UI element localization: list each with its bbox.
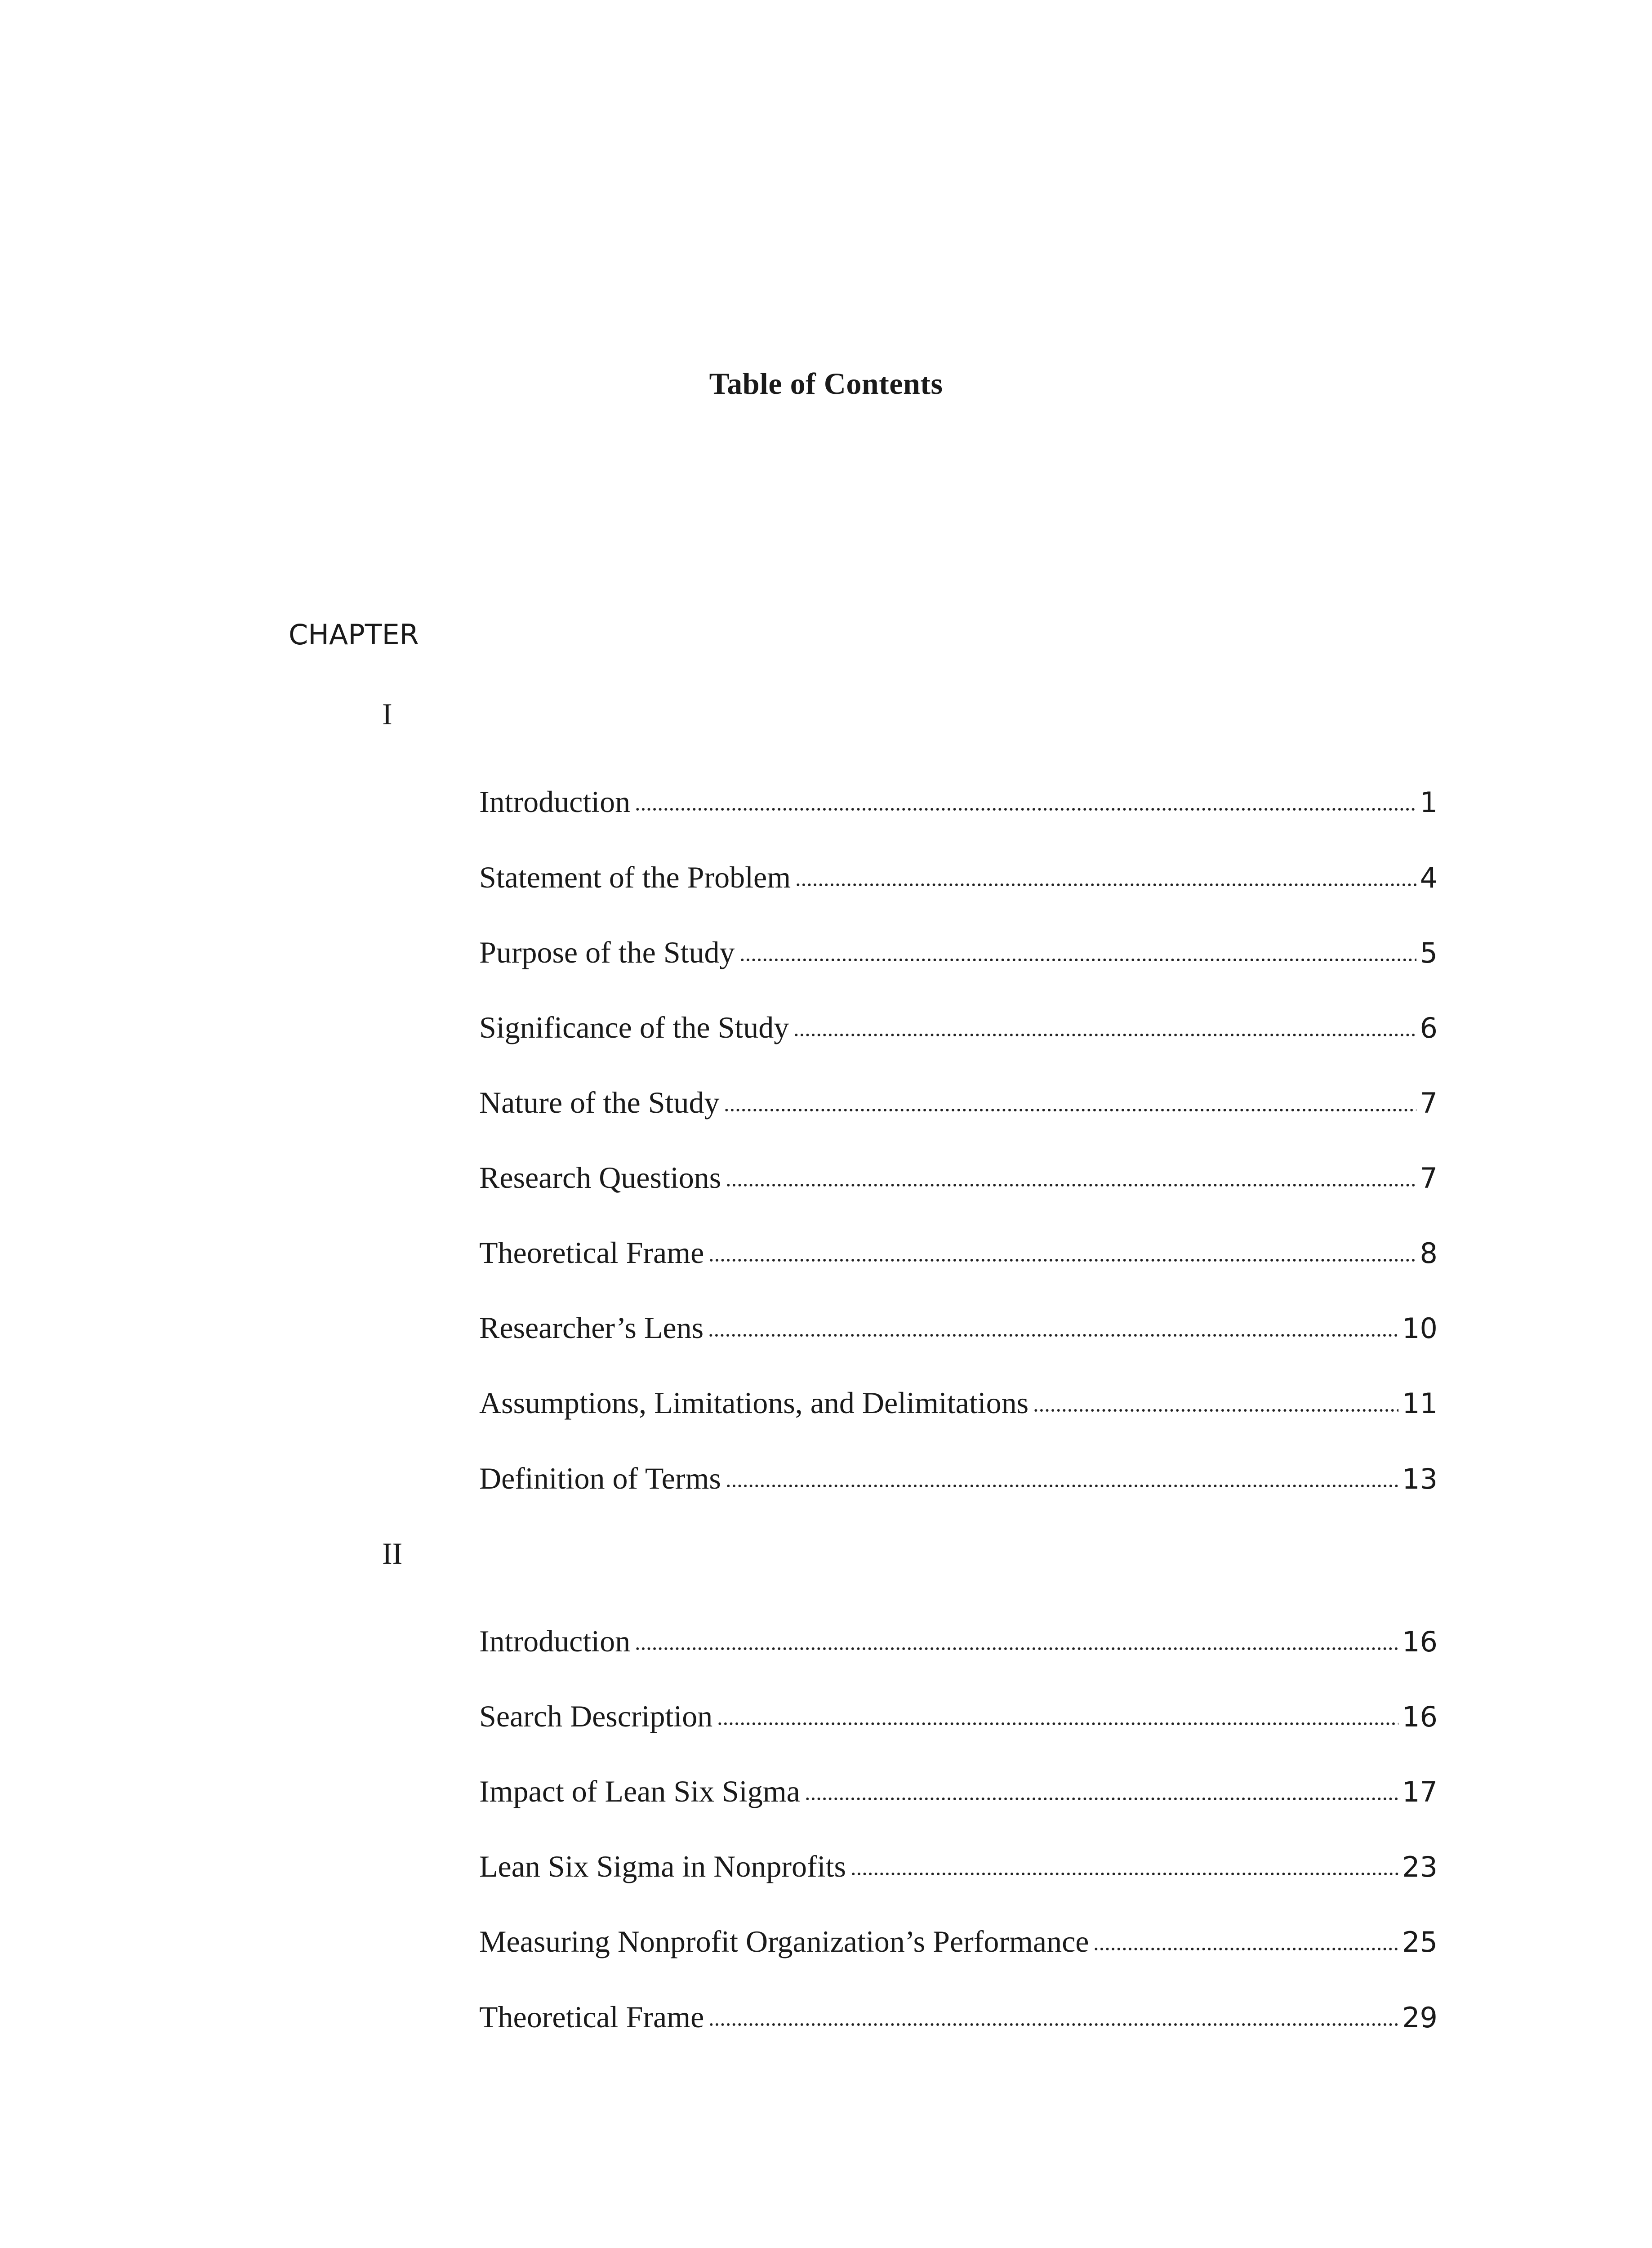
toc-entry[interactable]: [479, 1696, 1438, 1736]
toc-entry-page: 8: [1420, 1237, 1438, 1270]
toc-entry-page: 16: [1402, 1625, 1438, 1658]
dot-leader: [739, 957, 1416, 963]
dot-leader: [708, 2022, 1398, 2027]
dot-leader: [795, 882, 1416, 888]
toc-entry[interactable]: [479, 1082, 1438, 1123]
toc-entry-title: Statement of the Problem: [479, 860, 791, 894]
chapter-heading: CHAPTER: [289, 618, 419, 651]
toc-entry-title: Introduction: [479, 1624, 631, 1658]
toc-entry-page: 25: [1402, 1926, 1438, 1958]
dot-leader: [708, 1333, 1398, 1338]
toc-entry-page: 29: [1402, 2001, 1438, 2034]
toc-entry[interactable]: [479, 1307, 1438, 1348]
toc-entry[interactable]: [479, 932, 1438, 972]
toc-entry-page: 13: [1402, 1463, 1438, 1495]
toc-entry-title: Nature of the Study: [479, 1085, 720, 1120]
toc-entry[interactable]: [479, 1846, 1438, 1887]
dot-leader: [708, 1258, 1416, 1263]
dot-leader: [1033, 1408, 1398, 1413]
toc-entry-page: 1: [1420, 786, 1438, 819]
toc-entry-page: 5: [1420, 937, 1438, 969]
chapter-numeral-1: I: [382, 697, 392, 731]
dot-leader: [726, 1483, 1398, 1489]
toc-entry-title: Definition of Terms: [479, 1461, 721, 1495]
dot-leader: [805, 1796, 1398, 1802]
toc-entry[interactable]: [479, 1383, 1438, 1423]
toc-entry-page: 4: [1420, 861, 1438, 894]
toc-entry[interactable]: [479, 1007, 1438, 1048]
toc-entry[interactable]: [479, 1997, 1438, 2037]
toc-entry[interactable]: [479, 857, 1438, 897]
dot-leader: [850, 1871, 1398, 1877]
chapter-numeral-2: II: [382, 1536, 403, 1570]
toc-entry-title: Significance of the Study: [479, 1010, 789, 1044]
dot-leader: [635, 807, 1416, 812]
dot-leader: [724, 1107, 1416, 1113]
toc-entry[interactable]: [479, 1232, 1438, 1273]
toc-entry-page: 7: [1420, 1087, 1438, 1120]
page-title: Table of Contents: [709, 366, 943, 401]
toc-entry[interactable]: [479, 1458, 1438, 1499]
dot-leader: [1093, 1946, 1398, 1952]
toc-entry-title: Researcher’s Lens: [479, 1311, 704, 1345]
toc-entry-title: Theoretical Frame: [479, 1236, 704, 1270]
toc-entry-page: 17: [1402, 1775, 1438, 1808]
toc-entry-title: Search Description: [479, 1699, 713, 1733]
toc-entry-title: Impact of Lean Six Sigma: [479, 1774, 800, 1808]
toc-entry-page: 10: [1402, 1312, 1438, 1345]
toc-entry-title: Theoretical Frame: [479, 2000, 704, 2034]
toc-entry-title: Measuring Nonprofit Organization’s Performance: [479, 1924, 1089, 1958]
toc-entry[interactable]: [479, 1921, 1438, 1962]
toc-entry[interactable]: [479, 1621, 1438, 1661]
toc-entry[interactable]: [479, 781, 1438, 822]
toc-entry[interactable]: [479, 1157, 1438, 1198]
toc-entry-page: 16: [1402, 1700, 1438, 1733]
toc-entry-title: Assumptions, Limitations, and Delimitations: [479, 1386, 1029, 1420]
dot-leader: [726, 1182, 1416, 1188]
dot-leader: [635, 1646, 1398, 1651]
toc-entry-title: Research Questions: [479, 1160, 721, 1195]
toc-entry-page: 23: [1402, 1851, 1438, 1883]
toc-entry-page: 6: [1420, 1012, 1438, 1044]
dot-leader: [793, 1032, 1416, 1038]
toc-entry-title: Purpose of the Study: [479, 935, 735, 969]
toc-entry-page: 11: [1402, 1387, 1438, 1420]
dot-leader: [717, 1721, 1398, 1726]
toc-entry-title: Lean Six Sigma in Nonprofits: [479, 1849, 846, 1883]
toc-entry[interactable]: [479, 1771, 1438, 1811]
toc-entry-title: Introduction: [479, 785, 631, 819]
toc-entry-page: 7: [1420, 1162, 1438, 1195]
